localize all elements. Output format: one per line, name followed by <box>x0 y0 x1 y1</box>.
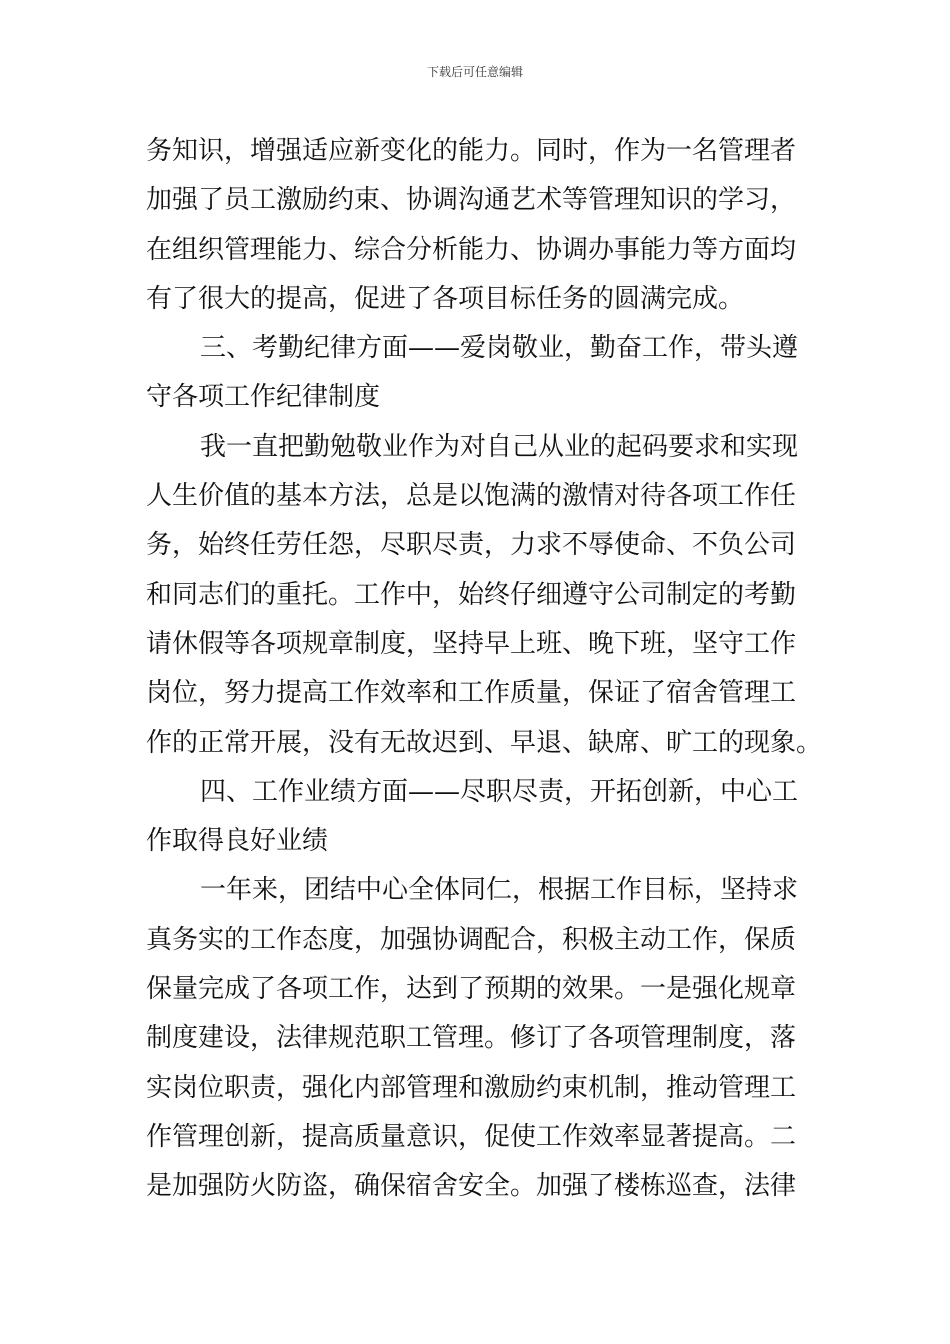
text-line: 有了很大的提高，促进了各项目标任务的圆满完成。 <box>146 283 745 314</box>
text-line: 一年来，团结中心全体同仁，根据工作目标，坚持求 <box>200 875 799 906</box>
text-line: 请休假等各项规章制度，坚持早上班、晚下班，坚守工作 <box>146 628 797 659</box>
text-line: 在组织管理能力、综合分析能力、协调办事能力等方面均 <box>146 234 797 265</box>
text-line: 制度建设，法律规范职工管理。修订了各项管理制度，落 <box>146 1023 797 1054</box>
text-line: 作管理创新，提高质量意识，促使工作效率显著提高。二 <box>146 1121 797 1152</box>
section-heading-line: 三、考勤纪律方面——爱岗敬业，勤奋工作，带头遵 <box>200 333 799 364</box>
section-heading-line: 守各项工作纪律制度 <box>146 382 381 413</box>
section-heading-line: 作取得良好业绩 <box>146 826 329 857</box>
page-header: 下载后可任意编辑 <box>426 65 523 79</box>
text-line: 务知识，增强适应新变化的能力。同时，作为一名管理者 <box>146 136 797 166</box>
text-line: 实岗位职责，强化内部管理和激励约束机制，推动管理工 <box>146 1072 797 1103</box>
text-line: 真务实的工作态度，加强协调配合，积极主动工作，保质 <box>146 924 797 955</box>
document-body <box>146 127 823 1212</box>
text-line: 人生价值的基本方法，总是以饱满的激情对待各项工作任 <box>146 481 797 512</box>
text-line: 保量完成了各项工作，达到了预期的效果。一是强化规章 <box>146 974 797 1005</box>
text-line: 务，始终任劳任怨，尽职尽责，力求不辱使命、不负公司 <box>146 530 797 561</box>
section-heading-line: 四、工作业绩方面——尽职尽责，开拓创新，中心工 <box>200 776 799 807</box>
text-line: 和同志们的重托。工作中，始终仔细遵守公司制定的考勤 <box>146 579 797 610</box>
text-line: 岗位，努力提高工作效率和工作质量，保证了宿舍管理工 <box>146 678 797 709</box>
text-line: 加强了员工激励约束、协调沟通艺术等管理知识的学习， <box>146 185 797 216</box>
text-line: 我一直把勤勉敬业作为对自己从业的起码要求和实现 <box>200 431 799 462</box>
text-line: 是加强防火防盗，确保宿舍安全。加强了楼栋巡查，法律 <box>146 1171 797 1202</box>
text-line: 作的正常开展，没有无故迟到、早退、缺席、旷工的现象。 <box>146 727 823 758</box>
